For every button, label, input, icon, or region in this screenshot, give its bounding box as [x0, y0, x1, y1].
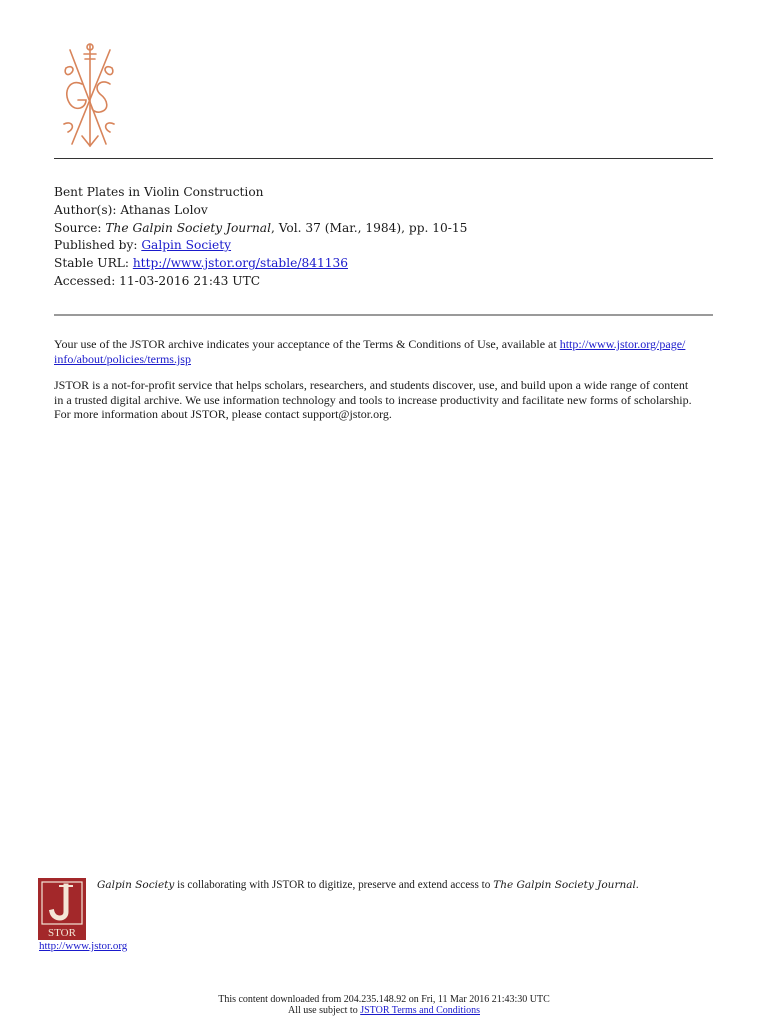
jstor-terms-link[interactable]: JSTOR Terms and Conditions — [360, 1005, 480, 1016]
collab-text: is collaborating with JSTOR to digitize, preserve and extend access to — [174, 879, 494, 891]
source-line — [54, 220, 714, 238]
source-journal: The Galpin Society Journal — [105, 220, 271, 235]
galpin-society-logo — [52, 40, 126, 150]
about-line-2: in a trusted digital archive. We use information technology and tools to increase productivity and facilitate new forms of scholarship. — [54, 392, 692, 407]
top-divider — [54, 158, 713, 159]
galpin-society-monogram-icon — [52, 40, 126, 150]
jstor-home-link[interactable]: http://www.jstor.org — [39, 940, 128, 952]
about-line-1: JSTOR is a not-for-profit service that helps scholars, researchers, and students discover, use, and build upon a wide range of content — [54, 378, 689, 392]
author-label: Author(s): — [54, 202, 117, 217]
terms-notice — [0, 1005, 768, 1016]
article-metadata — [54, 184, 714, 291]
source-details: , Vol. 37 (Mar., 1984), pp. 10-15 — [270, 220, 468, 235]
publisher-line — [54, 237, 714, 255]
article-title: Bent Plates in Violin Construction — [54, 185, 264, 199]
publisher-link[interactable]: Galpin Society — [141, 238, 232, 253]
source-label: Source: — [54, 220, 102, 235]
author-name: Athanas Lolov — [120, 202, 208, 217]
jstor-logo-icon — [38, 878, 86, 940]
about-jstor-paragraph — [54, 378, 714, 422]
terms-text: Your use of the JSTOR archive indicates your acceptance of the Terms & Conditions of Use, available at — [54, 337, 560, 351]
stable-url-link[interactable]: http://www.jstor.org/stable/841136 — [132, 256, 348, 271]
stable-url-line — [54, 255, 714, 273]
accessed-label: Accessed: — [54, 273, 116, 288]
collab-period: . — [635, 879, 639, 891]
middle-divider — [54, 314, 713, 316]
terms-paragraph — [54, 337, 714, 366]
accessed-date: 11-03-2016 21:43 UTC — [119, 273, 261, 288]
collab-publisher: Galpin Society — [97, 879, 175, 891]
published-label: Published by: — [54, 238, 138, 253]
download-notice: This content downloaded from 204.235.148.92 on Fri, 11 Mar 2016 21:43:30 UTC — [218, 994, 550, 1005]
collaboration-notice — [97, 879, 717, 891]
terms-link-part1[interactable]: http://www.jstor.org/page/ — [559, 337, 686, 351]
jstor-logo-text: STOR — [48, 927, 76, 939]
about-line-3: For more information about JSTOR, please contact support@jstor.org. — [54, 407, 392, 422]
collab-journal: The Galpin Society Journal — [493, 879, 636, 891]
accessed-line — [54, 273, 714, 291]
terms-notice-prefix: All use subject to — [288, 1005, 361, 1016]
terms-link-part2[interactable]: info/about/policies/terms.jsp — [54, 351, 191, 366]
stable-url-label: Stable URL: — [54, 256, 129, 271]
author-line — [54, 202, 714, 220]
jstor-logo[interactable] — [38, 878, 86, 940]
